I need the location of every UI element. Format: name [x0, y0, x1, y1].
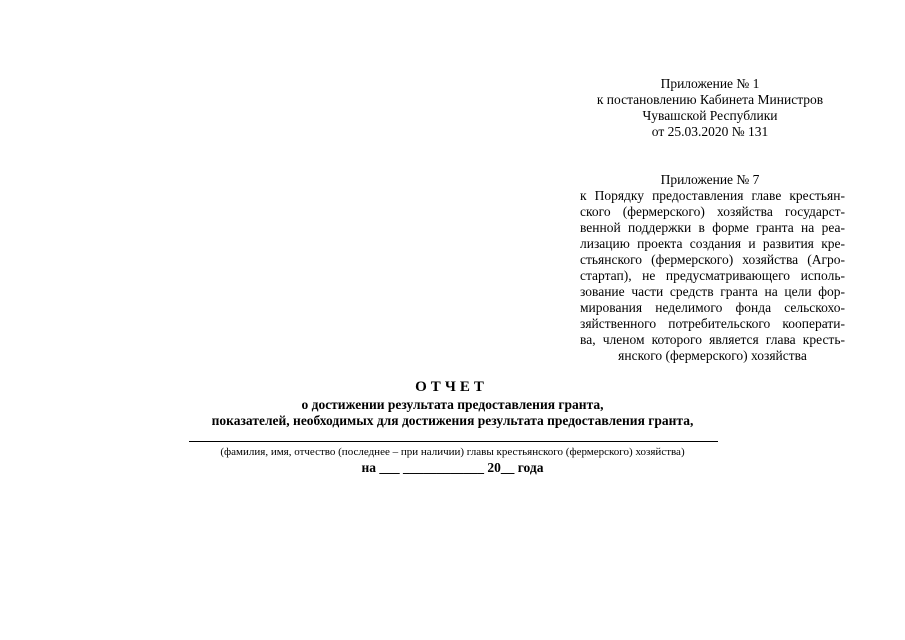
appendix-7-line: лизацию проекта создания и развития кре- [580, 236, 845, 251]
appendix-7-line: янского (фермерского) хозяйства [618, 348, 807, 363]
appendix-7-line: зяйственного потребительского кооперати- [580, 316, 845, 331]
appendix-1-header [560, 76, 860, 140]
report-date-line: на ___ ____________ 20__ года [361, 460, 544, 475]
appendix-1-date-number: от 25.03.2020 № 131 [651, 124, 769, 139]
report-title [0, 378, 905, 396]
appendix-7-line: стартап), не предусматривающего исполь- [580, 268, 845, 283]
appendix-1-resolution: к постановлению Кабинета Министров [596, 92, 824, 107]
appendix-1-title: Приложение № 1 [660, 76, 760, 91]
report-title-text: ОТЧЕТ [415, 379, 488, 395]
appendix-7-line: стьянского (фермерского) хозяйства (Агро- [580, 252, 845, 267]
appendix-7-line: ва, членом которого является глава кресть- [580, 332, 845, 347]
appendix-7-line: ского (фермерского) хозяйства государст- [580, 204, 845, 219]
fio-caption: (фамилия, имя, отчество (последнее – при наличии) главы крестьянского (фермерского) хозяйства) [220, 446, 685, 458]
appendix-7-line: к Порядку предоставления главе крестьян- [580, 188, 845, 203]
appendix-7-body [580, 188, 845, 364]
report-subtitle-line-1: о достижении результата предоставления гранта, [301, 397, 604, 412]
appendix-7-title: Приложение № 7 [660, 172, 760, 187]
fio-fill-line [189, 441, 718, 442]
appendix-7-line: венной поддержки в форме гранта на реа- [580, 220, 845, 235]
appendix-7-line: зование части средств гранта на цели фор- [580, 284, 845, 299]
report-subtitle-line-2: показателей, необходимых для достижения результата предоставления гранта, [211, 413, 694, 428]
appendix-1-republic: Чувашской Республики [642, 108, 778, 123]
appendix-7-line: мирования неделимого фонда сельскохо- [580, 300, 845, 315]
